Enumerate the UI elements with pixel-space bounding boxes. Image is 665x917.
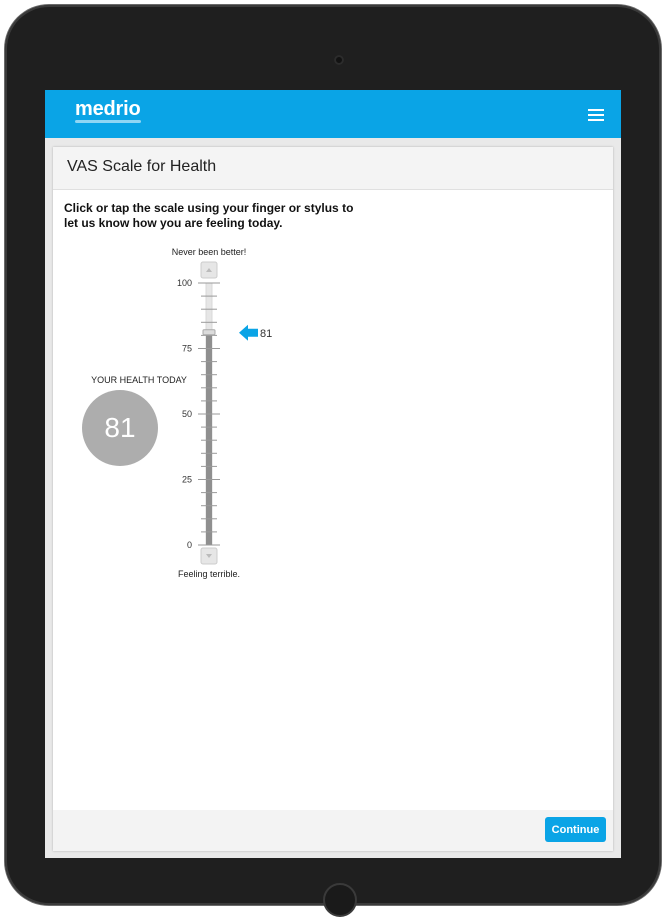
app-header [45,90,621,138]
scale-tick-label: 75 [181,343,192,354]
camera-icon [334,55,344,65]
survey-card [53,147,613,851]
scale-top-label: Never been better! [171,247,247,257]
medrio-logo: medrio [75,98,141,120]
card-footer [53,810,613,851]
scale-value-label: 81 [260,327,273,340]
continue-button[interactable]: Continue [545,817,606,842]
value-pointer [239,325,272,341]
scale-up-button[interactable] [201,262,217,278]
scale-tick-label: 50 [181,409,192,419]
scale-tick-label: 100 [176,278,192,288]
instructions-text: Click or tap the scale using your finger or stylus to let us know how you are feeling today. [64,201,354,230]
health-value-circle: 81 [82,390,158,466]
health-caption: YOUR HEALTH TODAY [91,375,187,385]
hamburger-menu-icon[interactable] [588,109,604,121]
scale-bottom-label: Feeling terrible. [177,569,241,579]
logo-swoosh [75,120,141,123]
scale-tick-label: 0 [186,540,192,550]
home-button[interactable] [323,883,357,917]
scale-down-button[interactable] [201,548,217,564]
scale-thumb[interactable] [203,330,215,335]
page-title: VAS Scale for Health [67,158,217,175]
vas-scale[interactable] [53,147,613,627]
arrow-left-icon [239,325,258,341]
app-screen [45,90,621,858]
scale-tick-label: 25 [181,474,192,485]
scale-track-filled[interactable] [206,333,212,545]
